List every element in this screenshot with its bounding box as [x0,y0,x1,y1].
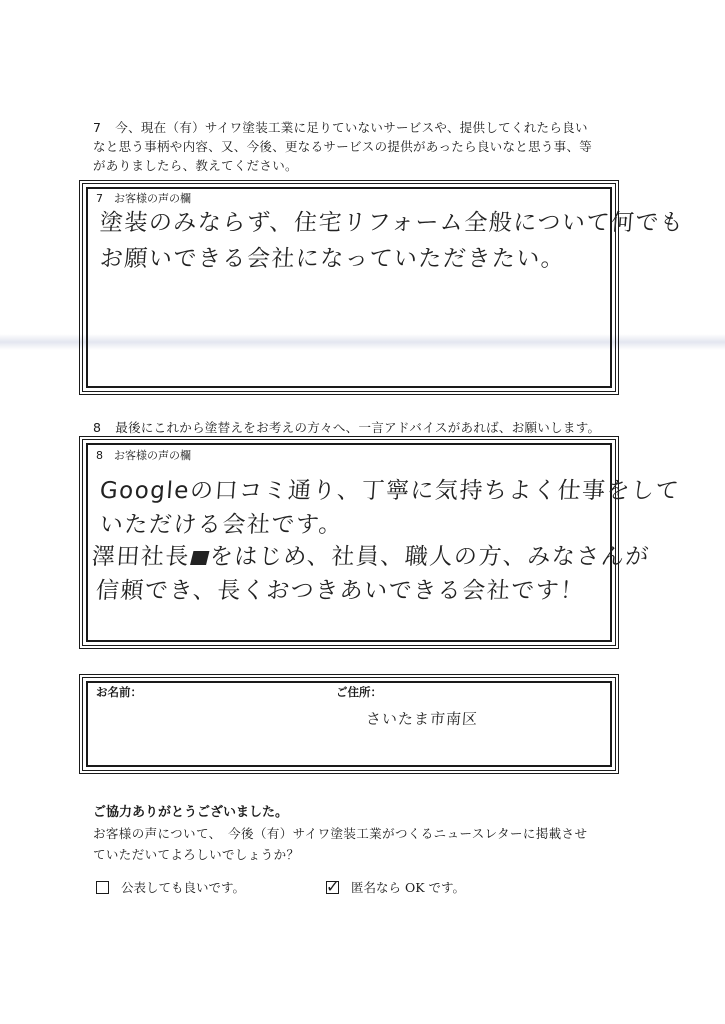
check-mark-icon: ✓ [326,876,340,896]
name-label: お名前： [96,685,142,699]
consent-question-line1: お客様の声について、 今後（有）サイワ塗装工業がつくるニュースレターに掲載させ [93,826,588,841]
answer-box-7-label: 7 お客様の声の欄 [96,192,191,205]
option-anonymous-checkbox[interactable] [326,876,340,896]
answer-8-handwriting-line2: いただける会社です。 [98,512,344,538]
answer-8-handwriting-line3 [91,538,651,571]
option-anonymous[interactable] [326,878,465,896]
answer-8-handwriting-line3-start: 澤田社長 [90,544,191,570]
consent-question-line2: ていただいてよろしいでしょうか？ [93,847,300,862]
question-7 [93,118,633,175]
address-label: ご住所： [336,685,382,699]
address-handwriting: さいたま市南区 [365,710,479,728]
redaction-mark [190,551,209,565]
question-7-line1: 今、現在（有）サイワ塗装工業に足りていないサービスや、提供してくれたら良い [115,120,588,135]
question-7-line2: なと思う事柄や内容、又、今後、更なるサービスの提供があったら良いなと思う事、等 [93,139,593,154]
option-public-checkbox[interactable] [96,881,109,894]
thanks-heading: ご協力ありがとうございました。 [93,805,289,820]
answer-8-handwriting-line3-end: をはじめ、社員、職人の方、みなさんが [208,544,651,570]
answer-7-handwriting-line2: お願いできる会社になっていただきたい。 [98,246,567,272]
answer-box-8-label: 8 お客様の声の欄 [96,449,191,462]
option-anonymous-label: 匿名なら OK です。 [351,880,466,895]
answer-8-handwriting-line4: 信頼でき、長くおつきあいできる会社です！ [94,578,586,604]
question-8-number: 8 [93,420,102,435]
answer-7-handwriting-line1: 塗装のみならず、住宅リフォーム全般について何でも [98,210,686,236]
question-8 [93,418,633,437]
option-public-label: 公表しても良いです。 [121,880,246,895]
answer-8-handwriting-line1: Googleの口コミ通り、丁寧に気持ちよく仕事をして [98,478,681,504]
publication-consent-question [93,823,653,865]
question-7-line3: がありましたら、教えてください。 [93,158,298,173]
question-8-line1: 最後にこれから塗替えをお考えの方々へ、一言アドバイスがあれば、お願いします。 [115,420,601,435]
question-7-number: 7 [93,120,102,135]
option-public[interactable] [96,878,245,896]
